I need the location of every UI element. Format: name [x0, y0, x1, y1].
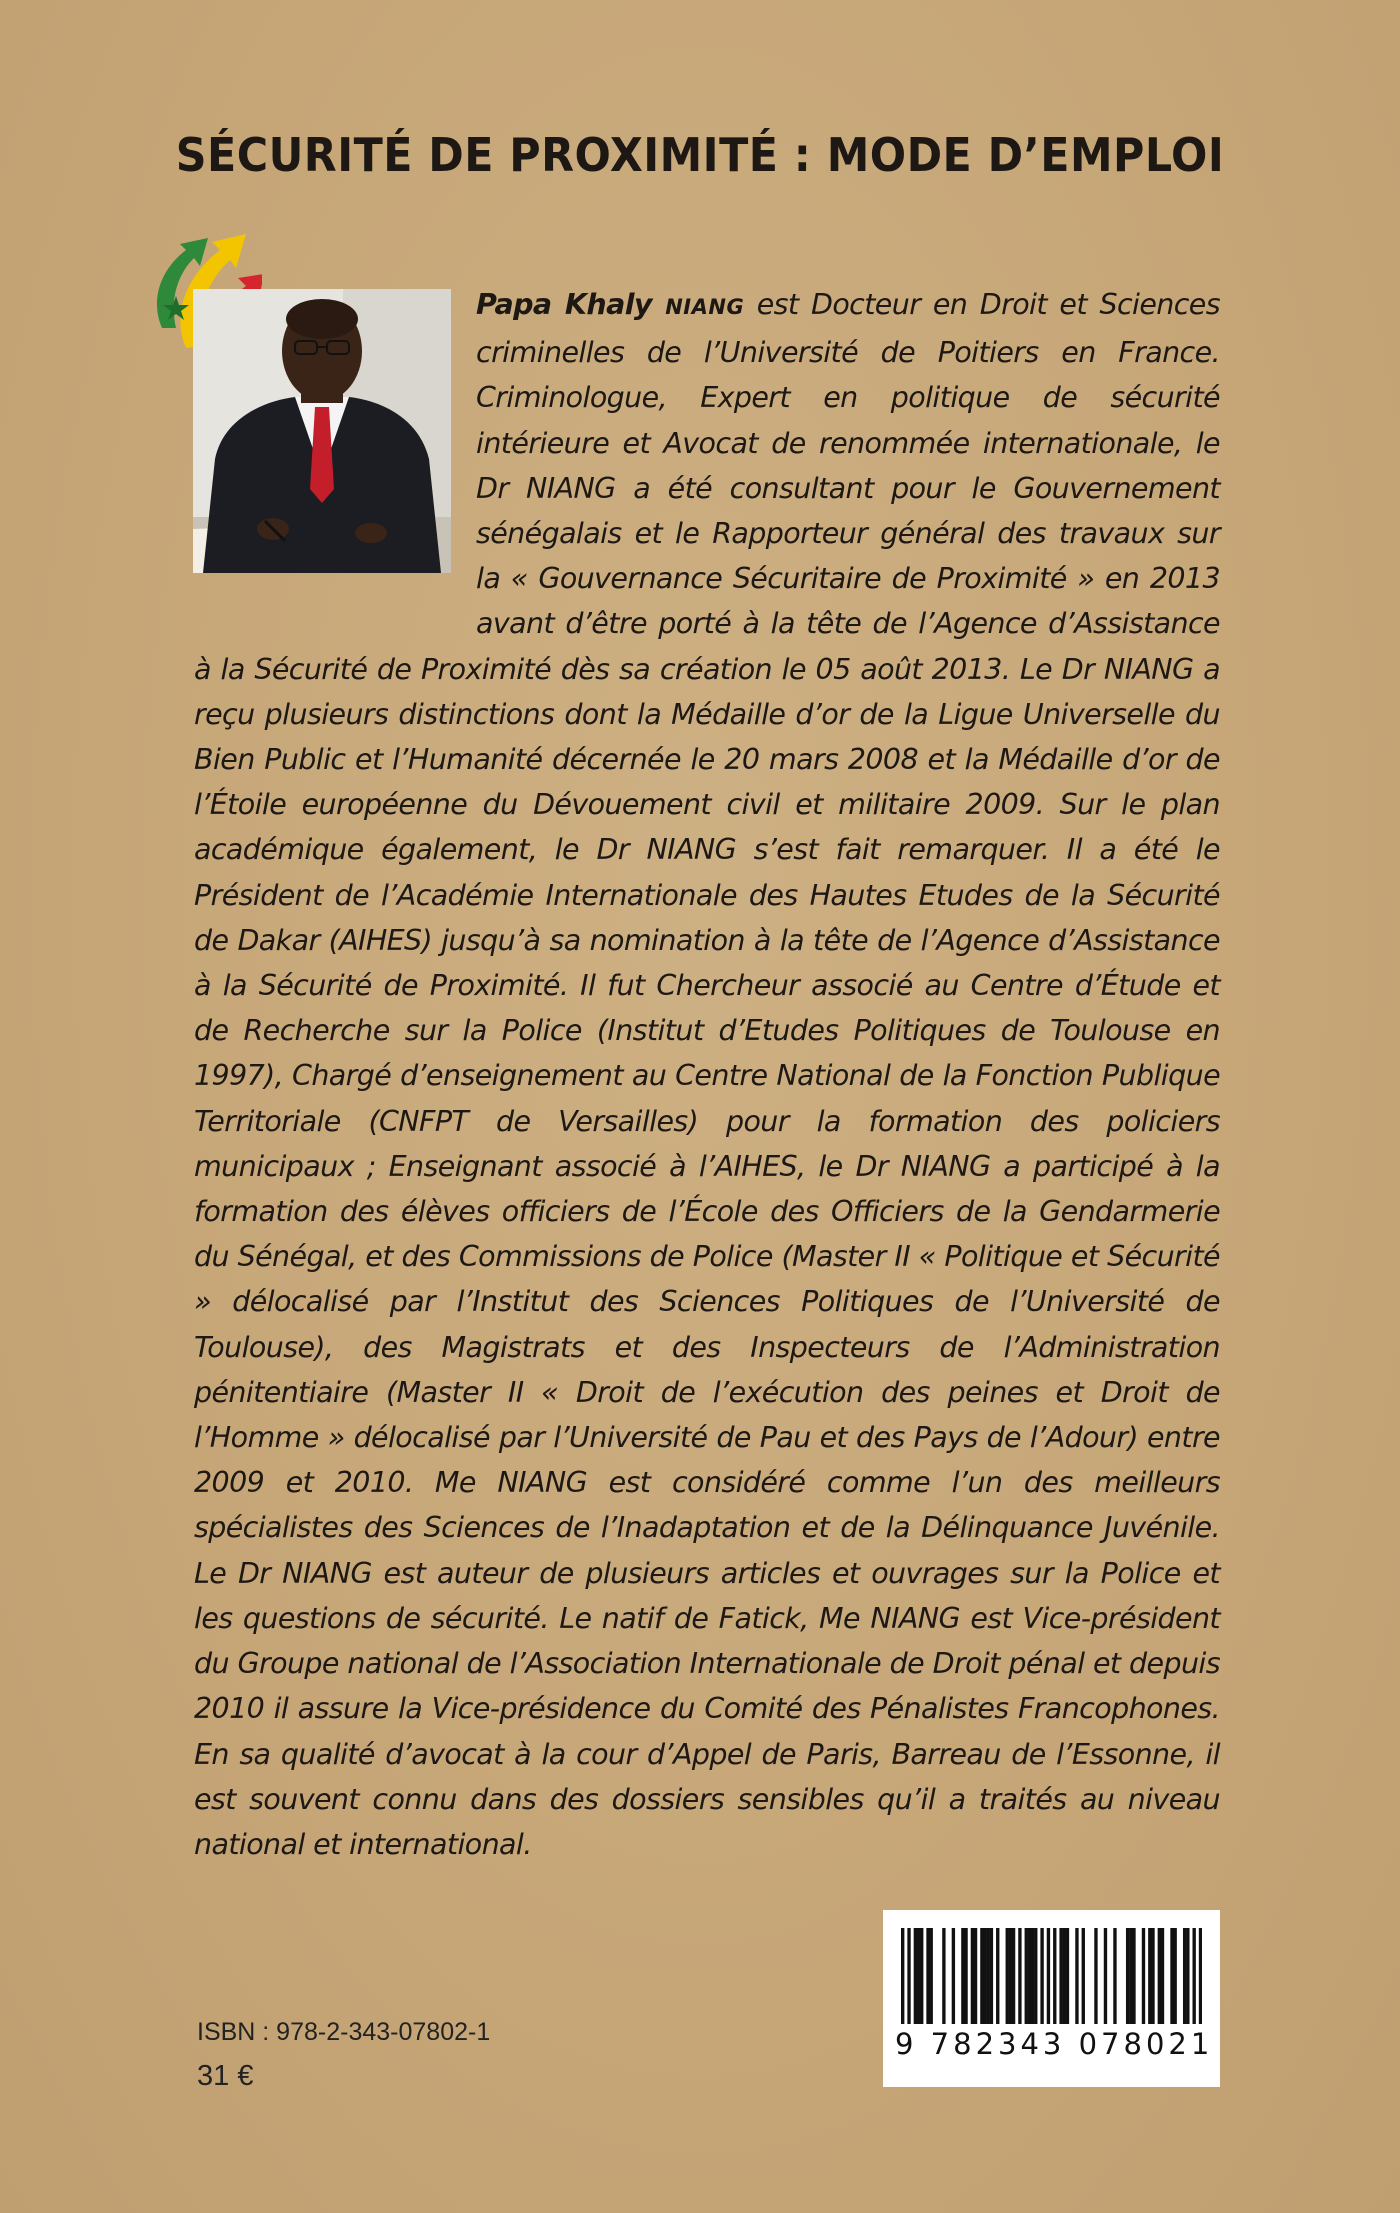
barcode-bar [1012, 1928, 1015, 2024]
author-biography [194, 282, 1220, 1867]
barcode-bar [1082, 1928, 1085, 2024]
barcode-bar [1113, 1928, 1116, 2024]
barcode-bar [990, 1928, 993, 2024]
author-name [476, 288, 744, 321]
barcode-bar [983, 1928, 986, 2024]
barcode-bar [1094, 1928, 1097, 2024]
barcode-bar [1025, 1928, 1028, 2024]
barcode-bar [1148, 1928, 1151, 2024]
barcode-bar [1053, 1928, 1056, 2024]
barcode-bar [1075, 1928, 1078, 2024]
barcode-digits: 9 782343 078021 [895, 2027, 1214, 2061]
barcode-bar [1047, 1928, 1050, 2024]
barcode-bar [1031, 1928, 1034, 2024]
barcode-bar [914, 1928, 917, 2024]
barcode-bar [1142, 1928, 1145, 2024]
barcode-bar [1009, 1928, 1012, 2024]
barcode-bars [901, 1928, 1202, 2024]
barcode-bar [964, 1928, 967, 2024]
barcode [883, 1910, 1220, 2087]
barcode-bar [1066, 1928, 1069, 2024]
barcode-bar [926, 1928, 929, 2024]
barcode-bar [980, 1928, 983, 2024]
barcode-bar [1063, 1928, 1066, 2024]
biography-text: est Docteur en Droit et Sciences criminelles de l’Université de Poitiers en France. Criminologue, Expert en politique de sécurité intérieure et Avocat de renommée internationale, le Dr NIANG a été consultant pour le Gouvernement sénégalais et le Rapporteur général des travaux sur la « Gouvernance Sécuritaire de Proximité » en 2013 avant d’être porté à la tête de l’Agence d’Assistance à la Sécurité de Proximité dès sa création le 05 août 2013. Le Dr NIANG a reçu plusieurs distinctions dont la Médaille d’or de la Ligue Universelle du Bien Public et l’Humanité décernée le 20 mars 2008 et la Médaille d’or de l’Étoile européenne du Dévouement civil et militaire 2009. Sur le plan académique également, le Dr NIANG s’est fait remarquer. Il a été le Président de l’Académie Internationale des Hautes Etudes de la Sécurité de Dakar (AIHES) jusqu’à sa nomination à la tête de l’Agence d’Assistance à la Sécurité de Proximité. Il fut Chercheur associé au Centre d’Étude et de Recherche sur la Police (Institut d’Etudes Politiques de Toulouse en 1997), Chargé d’enseignement au Centre National de la Fonction Publique Territoriale (CNFPT de Versailles) pour la formation des policiers municipaux ; Enseignant associé à l’AIHES, le Dr NIANG a participé à la formation des élèves officiers de l’École des Officiers de la Gendarmerie du Sénégal, et des Commissions de Police (Master II « Politique et Sécurité » délocalisé par l’Institut des Sciences Politiques de l’Université de Toulouse), des Magistrats et des Inspecteurs de l’Administration pénitentiaire (Master II « Droit de l’exécution des peines et Droit de l’Homme » délocalisé par l’Université de Pau et des Pays de l’Adour) entre 2009 et 2010. Me NIANG est considéré comme l’un des meilleurs spécialistes des Sciences de l’Inadaptation et de la Délinquance Juvénile. Le Dr NIANG est auteur de plusieurs articles et ouvrages sur la Police et les questions de sécurité. Le natif de Fatick, Me NIANG est Vice-président du Groupe national de l’Association Internationale de Droit pénal et depuis 2010 il assure la Vice-présidence du Comité des Pénalistes Francophones. En sa qualité d’avocat à la cour d’Appel de Paris, Barreau de l’Essonne, il est souvent connu dans des dossiers sensibles qu’il a traités au niveau national et international. [194, 288, 1220, 1861]
barcode-bar [1161, 1928, 1164, 2024]
barcode-bar [971, 1928, 974, 2024]
barcode-bar [917, 1928, 920, 2024]
barcode-bar [1199, 1928, 1202, 2024]
author-first-name: Papa Khaly [476, 288, 666, 321]
barcode-bar [1183, 1928, 1186, 2024]
barcode-bar [1006, 1928, 1009, 2024]
barcode-bar [1173, 1928, 1176, 2024]
barcode-bar [1028, 1928, 1031, 2024]
barcode-bar [1104, 1928, 1107, 2024]
barcode-bar [1170, 1928, 1173, 2024]
book-title: SÉCURITÉ DE PROXIMITÉ : MODE D’EMPLOI [175, 128, 1225, 182]
barcode-bar [987, 1928, 990, 2024]
barcode-bar [942, 1928, 945, 2024]
barcode-bar [1186, 1928, 1189, 2024]
barcode-bar [1129, 1928, 1132, 2024]
photo-spacer [194, 282, 476, 606]
barcode-bar [1126, 1928, 1129, 2024]
barcode-bar [1059, 1928, 1062, 2024]
barcode-bar [1151, 1928, 1154, 2024]
barcode-bar [1192, 1928, 1195, 2024]
barcode-bar [961, 1928, 964, 2024]
barcode-bar [901, 1928, 904, 2024]
author-last-name: NIANG [665, 295, 745, 319]
price: 31 € [197, 2060, 254, 2092]
barcode-bar [1158, 1928, 1161, 2024]
isbn-number: ISBN : 978-2-343-07802-1 [197, 2018, 491, 2046]
barcode-bar [920, 1928, 923, 2024]
barcode-bar [952, 1928, 955, 2024]
barcode-bar [1132, 1928, 1135, 2024]
barcode-bar [930, 1928, 933, 2024]
barcode-bar [974, 1928, 977, 2024]
barcode-bar [907, 1928, 910, 2024]
barcode-bar [996, 1928, 999, 2024]
barcode-bar [1034, 1928, 1037, 2024]
barcode-bar [1018, 1928, 1021, 2024]
barcode-bar [1040, 1928, 1043, 2024]
